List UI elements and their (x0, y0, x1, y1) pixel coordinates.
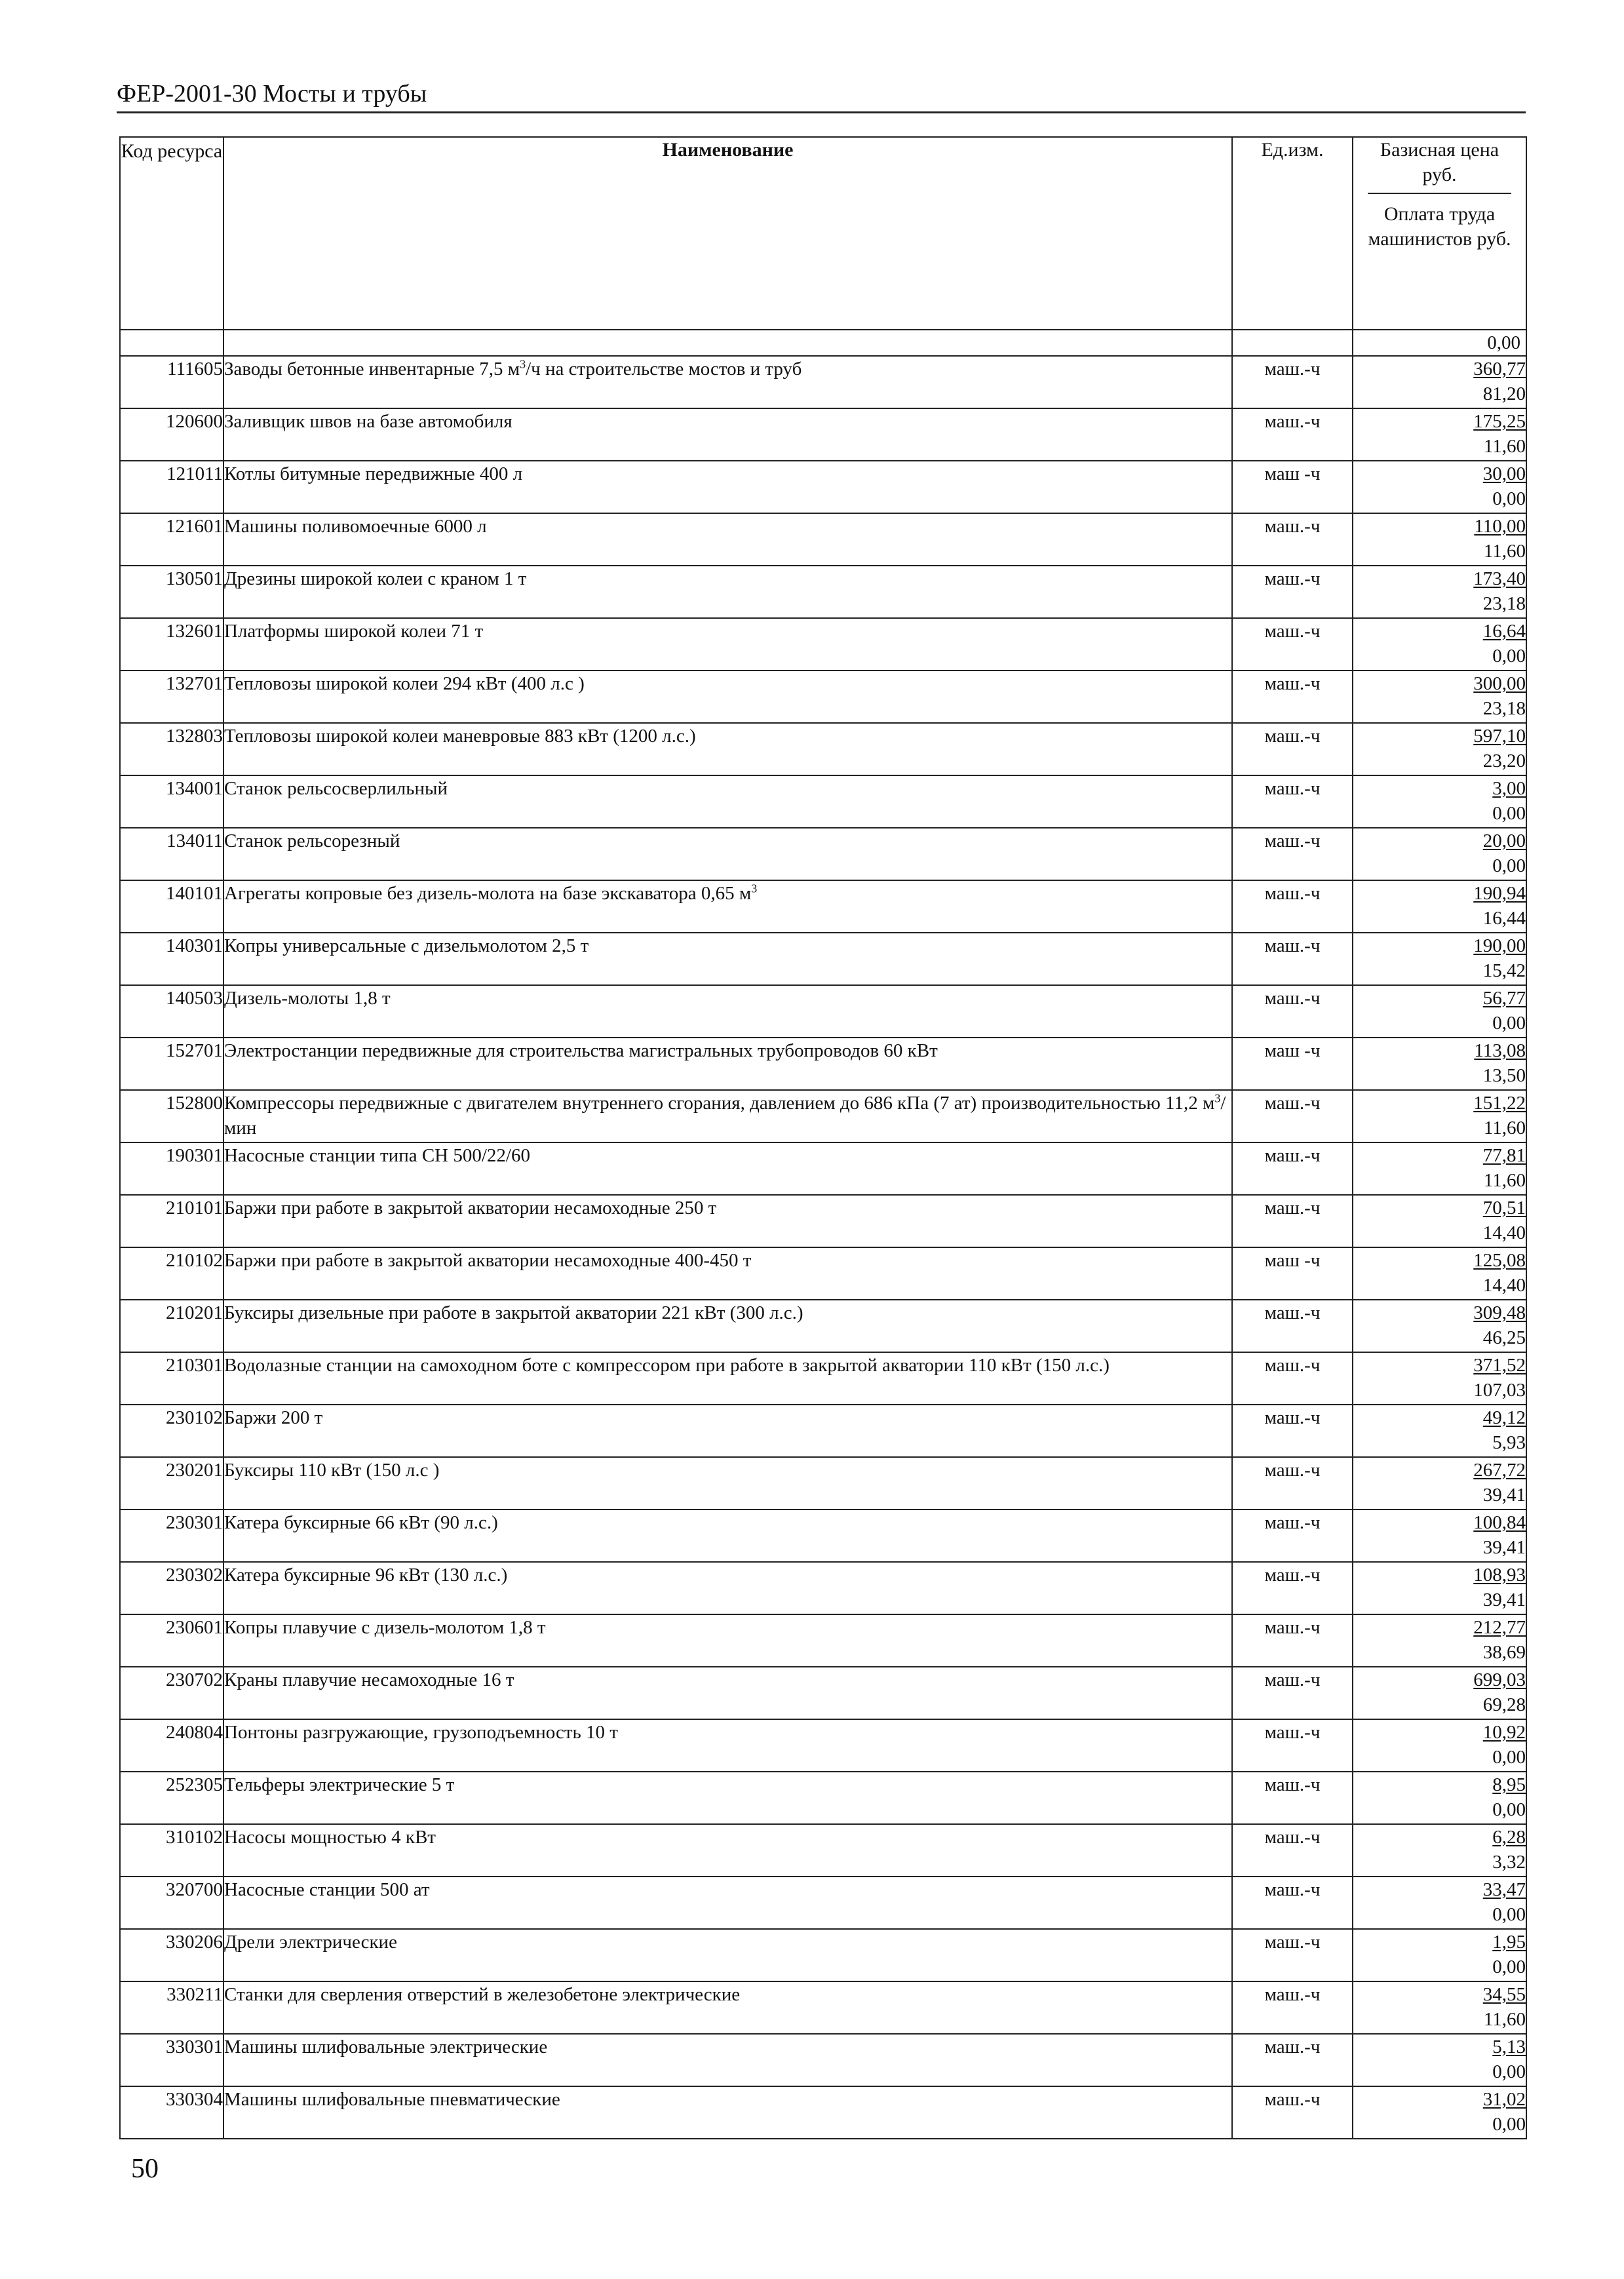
resource-unit: маш.-ч (1232, 1352, 1353, 1405)
operator-wage: 14,40 (1482, 1222, 1526, 1243)
table-row (120, 671, 1526, 723)
leading-row (120, 330, 1526, 356)
resource-name: Баржи 200 т (223, 1405, 1232, 1457)
resource-unit: маш.-ч (1232, 2034, 1353, 2086)
leading-wage-value: 0,00 (1353, 330, 1526, 356)
resource-price (1353, 1562, 1526, 1614)
resource-unit: маш.-ч (1232, 356, 1353, 408)
operator-wage: 39,41 (1482, 1589, 1526, 1610)
table-row (120, 1877, 1526, 1929)
header-name: Наименование (223, 137, 1232, 330)
resource-price (1353, 566, 1526, 618)
resource-unit: маш.-ч (1232, 1405, 1353, 1457)
base-price: 8,95 (1492, 1774, 1526, 1795)
resource-price (1353, 933, 1526, 985)
table-row (120, 513, 1526, 566)
resource-price (1353, 828, 1526, 880)
resource-code: 210201 (120, 1300, 223, 1352)
resource-unit: маш.-ч (1232, 1719, 1353, 1772)
resource-unit: маш.-ч (1232, 408, 1353, 461)
resource-price (1353, 880, 1526, 933)
resource-price (1353, 2034, 1526, 2086)
resource-unit: маш.-ч (1232, 513, 1353, 566)
operator-wage: 107,03 (1473, 1380, 1526, 1401)
table-row (120, 985, 1526, 1038)
operator-wage: 11,60 (1483, 541, 1526, 562)
operator-wage: 0,00 (1492, 1013, 1526, 1034)
resource-code: 230302 (120, 1562, 223, 1614)
base-price: 16,64 (1482, 621, 1526, 642)
table-row (120, 933, 1526, 985)
resource-unit: маш.-ч (1232, 1510, 1353, 1562)
header-unit: Ед.изм. (1232, 137, 1353, 330)
resource-unit: маш -ч (1232, 1038, 1353, 1090)
resource-price (1353, 408, 1526, 461)
resource-name: Тельферы электрические 5 т (223, 1772, 1232, 1824)
table-row (120, 1562, 1526, 1614)
base-price: 300,00 (1473, 673, 1526, 694)
base-price: 108,93 (1473, 1565, 1526, 1586)
resource-code: 140101 (120, 880, 223, 933)
base-price: 77,81 (1482, 1145, 1526, 1166)
table-header-row (120, 137, 1526, 330)
resource-name: Станок рельсорезный (223, 828, 1232, 880)
resource-name: Баржи при работе в закрытой акватории несамоходные 400-450 т (223, 1247, 1232, 1300)
table-row (120, 2034, 1526, 2086)
resource-unit: маш.-ч (1232, 1142, 1353, 1195)
operator-wage: 39,41 (1482, 1485, 1526, 1506)
resource-name: Машины поливомоечные 6000 л (223, 513, 1232, 566)
resource-name: Копры плавучие с дизель-молотом 1,8 т (223, 1614, 1232, 1667)
resource-code: 230102 (120, 1405, 223, 1457)
header-operator-wage: Оплата труда машинистов руб. (1368, 203, 1511, 250)
table-row (120, 1352, 1526, 1405)
resource-name: Компрессоры передвижные с двигателем внутреннего сгорания, давлением до 686 кПа (7 ат) производительностью 11,2 $м^3$/мин (223, 1090, 1232, 1142)
table-row (120, 1090, 1526, 1142)
table-row (120, 1929, 1526, 1981)
resource-unit: маш.-ч (1232, 1562, 1353, 1614)
base-price: 190,00 (1473, 935, 1526, 956)
base-price: 175,25 (1473, 411, 1526, 432)
resource-name: Насосные станции типа СН 500/22/60 (223, 1142, 1232, 1195)
table-row (120, 1719, 1526, 1772)
resource-unit: маш.-ч (1232, 618, 1353, 671)
base-price: 70,51 (1482, 1198, 1526, 1218)
resource-unit: маш.-ч (1232, 1877, 1353, 1929)
resource-code: 152701 (120, 1038, 223, 1090)
resource-name: Насосные станции 500 ат (223, 1877, 1232, 1929)
operator-wage: 13,50 (1482, 1065, 1526, 1086)
base-price: 173,40 (1473, 568, 1526, 589)
table-row (120, 566, 1526, 618)
resource-code: 240804 (120, 1719, 223, 1772)
operator-wage: 15,42 (1482, 960, 1526, 981)
header-base-price: Базисная цена руб. (1368, 138, 1511, 194)
resource-code: 152800 (120, 1090, 223, 1142)
resource-unit: маш.-ч (1232, 1300, 1353, 1352)
resource-price (1353, 1300, 1526, 1352)
resource-price (1353, 1352, 1526, 1405)
resource-name: Баржи при работе в закрытой акватории несамоходные 250 т (223, 1195, 1232, 1247)
table-row (120, 828, 1526, 880)
base-price: 3,00 (1492, 778, 1526, 799)
resource-price (1353, 671, 1526, 723)
resource-price (1353, 1510, 1526, 1562)
operator-wage: 0,00 (1492, 1747, 1526, 1768)
resource-price (1353, 513, 1526, 566)
resource-unit: маш.-ч (1232, 1667, 1353, 1719)
operator-wage: 11,60 (1483, 436, 1526, 457)
table-row (120, 1510, 1526, 1562)
resource-code: 210301 (120, 1352, 223, 1405)
resource-code: 230201 (120, 1457, 223, 1510)
table-row (120, 2086, 1526, 2139)
resource-price (1353, 1667, 1526, 1719)
resource-code: 132803 (120, 723, 223, 775)
operator-wage: 46,25 (1482, 1327, 1526, 1348)
resource-code: 134001 (120, 775, 223, 828)
operator-wage: 0,00 (1492, 488, 1526, 509)
base-price: 125,08 (1473, 1250, 1526, 1271)
operator-wage: 0,00 (1492, 2114, 1526, 2135)
operator-wage: 38,69 (1482, 1642, 1526, 1663)
resource-price (1353, 1247, 1526, 1300)
base-price: 34,55 (1482, 1984, 1526, 2005)
resource-name: Буксиры 110 кВт (150 л.с ) (223, 1457, 1232, 1510)
operator-wage: 5,93 (1492, 1432, 1526, 1453)
base-price: 110,00 (1474, 516, 1526, 537)
document-title: ФЕР-2001-30 Мосты и трубы (117, 77, 1526, 113)
resource-name: Дрезины широкой колеи с краном 1 т (223, 566, 1232, 618)
resource-name: Буксиры дизельные при работе в закрытой акватории 221 кВт (300 л.с.) (223, 1300, 1232, 1352)
table-row (120, 1457, 1526, 1510)
resource-unit: маш.-ч (1232, 985, 1353, 1038)
header-price (1353, 137, 1526, 330)
resource-unit: маш.-ч (1232, 1090, 1353, 1142)
table-row (120, 1667, 1526, 1719)
resource-name: Понтоны разгружающие, грузоподъемность 10 т (223, 1719, 1232, 1772)
resource-code: 121601 (120, 513, 223, 566)
base-price: 597,10 (1473, 726, 1526, 747)
resource-code: 230601 (120, 1614, 223, 1667)
base-price: 190,94 (1473, 883, 1526, 904)
resource-code: 310102 (120, 1824, 223, 1877)
operator-wage: 39,41 (1482, 1537, 1526, 1558)
resource-price (1353, 1614, 1526, 1667)
resource-name: Тепловозы широкой колеи 294 кВт (400 л.с ) (223, 671, 1232, 723)
table-row (120, 1405, 1526, 1457)
resource-code: 330301 (120, 2034, 223, 2086)
resource-price (1353, 1457, 1526, 1510)
page-number: 50 (131, 2154, 159, 2184)
resource-price (1353, 1719, 1526, 1772)
base-price: 267,72 (1473, 1460, 1526, 1481)
base-price: 5,13 (1492, 2036, 1526, 2057)
operator-wage: 81,20 (1482, 383, 1526, 404)
operator-wage: 0,00 (1492, 855, 1526, 876)
resource-code: 230702 (120, 1667, 223, 1719)
table-row (120, 775, 1526, 828)
operator-wage: 11,60 (1483, 1118, 1526, 1139)
table-row (120, 1981, 1526, 2034)
table-row (120, 1824, 1526, 1877)
resource-unit: маш.-ч (1232, 775, 1353, 828)
base-price: 309,48 (1473, 1302, 1526, 1323)
operator-wage: 16,44 (1482, 908, 1526, 929)
header-code: Код ресурса (120, 137, 223, 330)
resource-name: Копры универсальные с дизельмолотом 2,5 т (223, 933, 1232, 985)
operator-wage: 0,00 (1492, 1799, 1526, 1820)
resource-price (1353, 1824, 1526, 1877)
table-row (120, 880, 1526, 933)
base-price: 6,28 (1492, 1827, 1526, 1848)
table-row (120, 356, 1526, 408)
base-price: 360,77 (1473, 359, 1526, 380)
operator-wage: 0,00 (1492, 1957, 1526, 1977)
table-row (120, 1614, 1526, 1667)
table-row (120, 1195, 1526, 1247)
resource-code: 252305 (120, 1772, 223, 1824)
operator-wage: 14,40 (1482, 1275, 1526, 1296)
resource-price (1353, 1877, 1526, 1929)
resources-table (119, 136, 1527, 2139)
resource-unit: маш.-ч (1232, 1195, 1353, 1247)
resource-name: Краны плавучие несамоходные 16 т (223, 1667, 1232, 1719)
resource-price (1353, 1142, 1526, 1195)
resource-name: Платформы широкой колеи 71 т (223, 618, 1232, 671)
resource-name: Насосы мощностью 4 кВт (223, 1824, 1232, 1877)
base-price: 151,22 (1473, 1093, 1526, 1114)
resource-code: 330304 (120, 2086, 223, 2139)
resource-price (1353, 2086, 1526, 2139)
operator-wage: 0,00 (1492, 803, 1526, 824)
base-price: 371,52 (1473, 1355, 1526, 1376)
resource-code: 121011 (120, 461, 223, 513)
resource-unit: маш.-ч (1232, 566, 1353, 618)
operator-wage: 3,32 (1492, 1852, 1526, 1873)
resource-code: 130501 (120, 566, 223, 618)
resource-code: 210102 (120, 1247, 223, 1300)
resource-price (1353, 775, 1526, 828)
resource-unit: маш.-ч (1232, 1457, 1353, 1510)
resource-code: 230301 (120, 1510, 223, 1562)
resource-price (1353, 1195, 1526, 1247)
resource-code: 111605 (120, 356, 223, 408)
operator-wage: 0,00 (1492, 1904, 1526, 1925)
resource-name: Водолазные станции на самоходном боте с компрессором при работе в закрытой акватории 110 кВт (150 л.с.) (223, 1352, 1232, 1405)
resource-name: Катера буксирные 66 кВт (90 л.с.) (223, 1510, 1232, 1562)
operator-wage: 23,18 (1482, 593, 1526, 614)
resource-price (1353, 461, 1526, 513)
resource-unit: маш -ч (1232, 461, 1353, 513)
table-row (120, 1142, 1526, 1195)
resource-name: Котлы битумные передвижные 400 л (223, 461, 1232, 513)
resource-name: Дрели электрические (223, 1929, 1232, 1981)
resource-price (1353, 1929, 1526, 1981)
base-price: 49,12 (1482, 1407, 1526, 1428)
resource-code: 140301 (120, 933, 223, 985)
resource-price (1353, 356, 1526, 408)
resource-name: Заводы бетонные инвентарные 7,5 $м^3/ч$ на строительстве мостов и труб (223, 356, 1232, 408)
base-price: 33,47 (1482, 1879, 1526, 1900)
resource-price (1353, 1038, 1526, 1090)
resource-unit: маш -ч (1232, 1247, 1353, 1300)
resource-name: Станок рельсосверлильный (223, 775, 1232, 828)
resource-unit: маш.-ч (1232, 880, 1353, 933)
resource-code: 210101 (120, 1195, 223, 1247)
base-price: 10,92 (1482, 1722, 1526, 1743)
resource-code: 120600 (120, 408, 223, 461)
resource-name: Станки для сверления отверстий в железобетоне электрические (223, 1981, 1232, 2034)
operator-wage: 23,18 (1482, 698, 1526, 719)
resource-unit: маш.-ч (1232, 1981, 1353, 2034)
resource-code: 132601 (120, 618, 223, 671)
resource-code: 190301 (120, 1142, 223, 1195)
base-price: 30,00 (1482, 463, 1526, 484)
table-row (120, 723, 1526, 775)
resource-code: 330211 (120, 1981, 223, 2034)
resource-name: Электростанции передвижные для строительства магистральных трубопроводов 60 кВт (223, 1038, 1232, 1090)
resource-name: Машины шлифовальные электрические (223, 2034, 1232, 2086)
base-price: 100,84 (1473, 1512, 1526, 1533)
base-price: 31,02 (1482, 2089, 1526, 2110)
resource-name: Заливщик швов на базе автомобиля (223, 408, 1232, 461)
resource-price (1353, 723, 1526, 775)
table-row (120, 1300, 1526, 1352)
table-row (120, 461, 1526, 513)
operator-wage: 0,00 (1492, 2061, 1526, 2082)
operator-wage: 11,60 (1483, 1170, 1526, 1191)
resource-name: Дизель-молоты 1,8 т (223, 985, 1232, 1038)
operator-wage: 0,00 (1492, 646, 1526, 667)
resource-name: Агрегаты копровые без дизель-молота на базе экскаватора 0,65 $м^3$ (223, 880, 1232, 933)
operator-wage: 11,60 (1483, 2009, 1526, 2030)
resource-name: Катера буксирные 96 кВт (130 л.с.) (223, 1562, 1232, 1614)
resource-name: Тепловозы широкой колеи маневровые 883 кВт (1200 л.с.) (223, 723, 1232, 775)
base-price: 20,00 (1482, 830, 1526, 851)
resource-price (1353, 1405, 1526, 1457)
resource-unit: маш.-ч (1232, 828, 1353, 880)
resource-unit: маш.-ч (1232, 1614, 1353, 1667)
table-row (120, 1247, 1526, 1300)
resource-code: 330206 (120, 1929, 223, 1981)
base-price: 699,03 (1473, 1669, 1526, 1690)
resource-code: 132701 (120, 671, 223, 723)
base-price: 1,95 (1492, 1932, 1526, 1953)
resource-price (1353, 1981, 1526, 2034)
resource-unit: маш.-ч (1232, 933, 1353, 985)
operator-wage: 69,28 (1482, 1694, 1526, 1715)
resource-price (1353, 1772, 1526, 1824)
table-row (120, 1772, 1526, 1824)
resource-unit: маш.-ч (1232, 1824, 1353, 1877)
resource-unit: маш.-ч (1232, 671, 1353, 723)
resource-name: Машины шлифовальные пневматические (223, 2086, 1232, 2139)
resource-unit: маш.-ч (1232, 723, 1353, 775)
base-price: 56,77 (1482, 988, 1526, 1009)
table-row (120, 618, 1526, 671)
table-row (120, 1038, 1526, 1090)
resource-code: 320700 (120, 1877, 223, 1929)
resource-unit: маш.-ч (1232, 1929, 1353, 1981)
resource-code: 140503 (120, 985, 223, 1038)
table-row (120, 408, 1526, 461)
resource-price (1353, 1090, 1526, 1142)
resource-code: 134011 (120, 828, 223, 880)
resource-price (1353, 985, 1526, 1038)
resource-price (1353, 618, 1526, 671)
operator-wage: 23,20 (1482, 750, 1526, 771)
resource-unit: маш.-ч (1232, 2086, 1353, 2139)
resource-unit: маш.-ч (1232, 1772, 1353, 1824)
base-price: 212,77 (1473, 1617, 1526, 1638)
base-price: 113,08 (1474, 1040, 1526, 1061)
